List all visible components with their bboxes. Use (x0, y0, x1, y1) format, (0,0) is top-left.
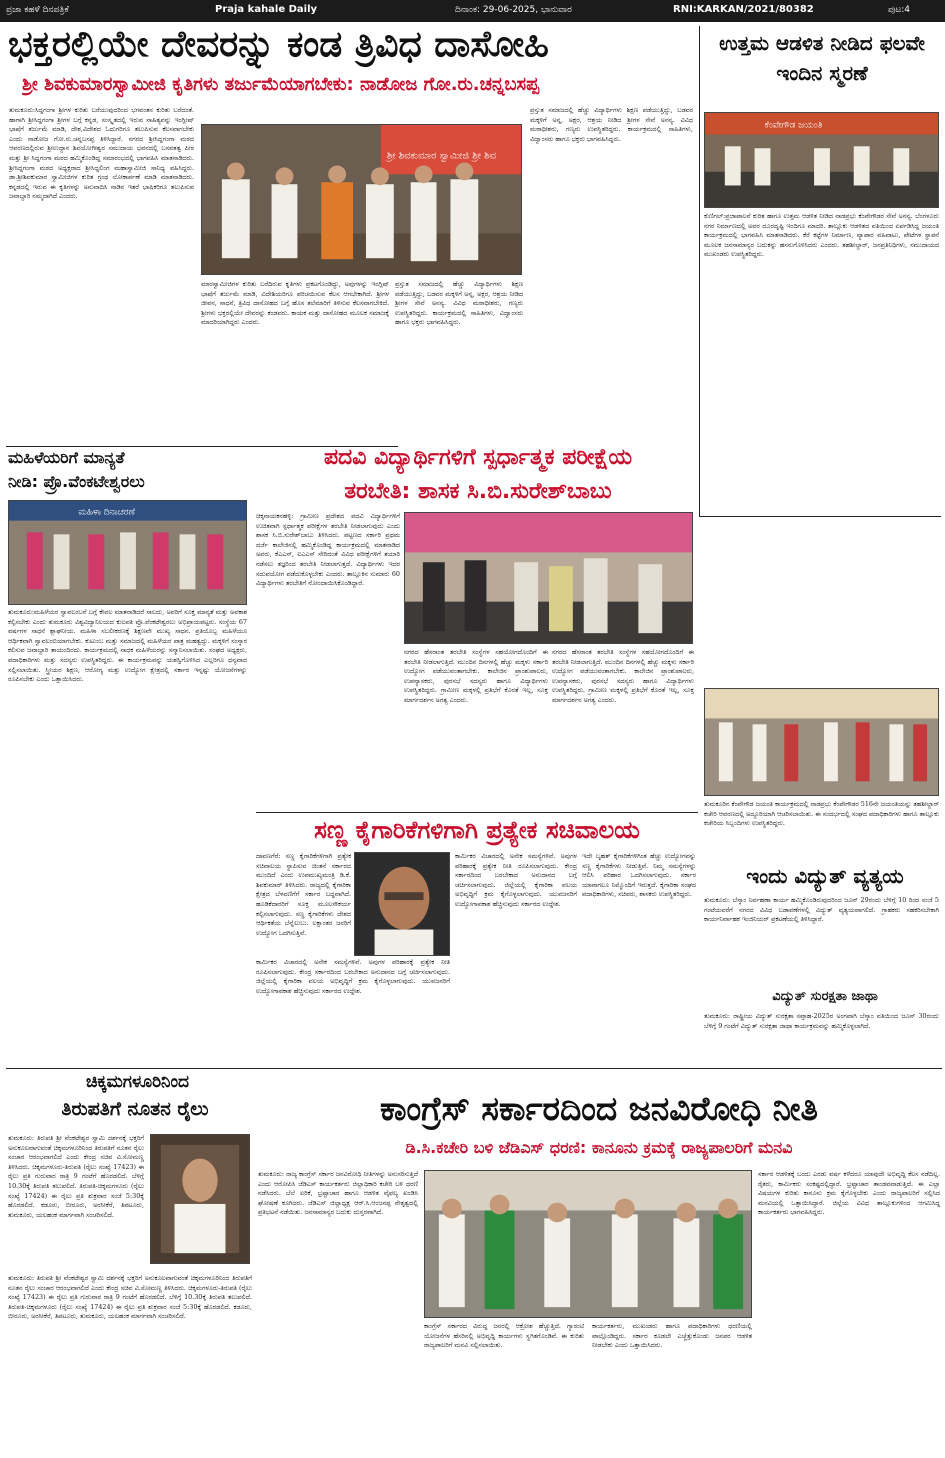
story4-body-left: ಚಿಕ್ಕನಾಯಕನಹಳ್ಳಿ: ಗ್ರಾಮೀಣ ಪ್ರದೇಶದ ಪದವಿ ವಿದ್ಯಾರ್ಥಿಗಳಿಗೆ ಉಚಿತವಾಗಿ ಸ್ಪರ್ಧಾತ್ಮಕ ಪರೀಕ್ಷೆಗಳ ತರಬೇತಿ ನೀಡಲಾಗುವುದು ಎಂದು ಶಾಸಕ ಸಿ.ಬಿ.ಸುರೇಶ್‌ಬಾಬು ತಿಳಿಸಿದರು. ಪಟ್ಟಣದ ಸರ್ಕಾರಿ ಪ್ರಥಮ ದರ್ಜೆ ಕಾಲೇಜಿನಲ್ಲಿ ಹಮ್ಮಿಕೊಂಡಿದ್ದ ಕಾರ್ಯಕ್ರಮದಲ್ಲಿ ಮಾತನಾಡಿದ ಅವರು, ಕೆಎಎಸ್, ಐಎಎಸ್ ಸೇರಿದಂತೆ ವಿವಿಧ ಪರೀಕ್ಷೆಗಳಿಗೆ ತಯಾರಿ ನಡೆಸಲು ತಜ್ಞರಿಂದ ತರಬೇತಿ ನೀಡಲಾಗುತ್ತದೆ. ವಿದ್ಯಾರ್ಥಿಗಳು ಇದರ ಸದುಪಯೋಗ ಪಡೆದುಕೊಳ್ಳಬೇಕು ಎಂದರು. ತಾಲ್ಲೂಕಿನ ಸುಮಾರು 60 ವಿದ್ಯಾರ್ಥಿಗಳು ತರಬೇತಿಗೆ ನೋಂದಾಯಿಸಿಕೊಂಡಿದ್ದಾರೆ. (256, 512, 400, 588)
story8-body-top: ತುಮಕೂರು: ತಿರುಪತಿ ಶ್ರೀ ವೆಂಕಟೇಶ್ವರ ಸ್ವಾಮಿ ದರ್ಶನಕ್ಕೆ ಭಕ್ತರಿಗೆ ಅನುಕೂಲವಾಗುವಂತೆ ಚಿಕ್ಕಮಗಳೂರಿನಿಂದ ತಿರುಪತಿಗೆ ನೂತನ ರೈಲು ಸಂಚಾರ ಆರಂಭವಾಗಲಿದೆ ಎಂದು ಕೇಂದ್ರ ಸಚಿವ ವಿ.ಸೋಮಣ್ಣ ತಿಳಿಸಿದರು. ಚಿಕ್ಕಮಗಳೂರು-ತಿರುಪತಿ (ರೈಲು ಸಂಖ್ಯೆ 17423) ಈ ರೈಲು ಪ್ರತಿ ಗುರುವಾರ ರಾತ್ರಿ 9 ಗಂಟೆಗೆ ಹೊರಡಲಿದೆ. ಬೆಳಿಗ್ಗೆ 10.30ಕ್ಕೆ ತಿರುಪತಿ ತಲುಪಲಿದೆ. ತಿರುಪತಿ-ಚಿಕ್ಕಮಗಳೂರು (ರೈಲು ಸಂಖ್ಯೆ 17424) ಈ ರೈಲು ಪ್ರತಿ ಶುಕ್ರವಾರ ಸಂಜೆ 5:30ಕ್ಕೆ ಹೊರಡಲಿದೆ. ಕಡೂರು, ಬೀರೂರು, ಅರಸೀಕೆರೆ, ತಿಪಟೂರು, ತುಮಕೂರು, ಯಲಹಂಕ ಮಾರ್ಗವಾಗಿ ಸಂಚರಿಸಲಿದೆ. (8, 1134, 144, 1219)
story4-headline-line1: ಪದವಿ ವಿದ್ಯಾರ್ಥಿಗಳಿಗೆ ಸ್ಪರ್ಧಾತ್ಮಕ ಪರೀಕ್ಷೆಯ (323, 446, 633, 470)
story1-body-mid2: ಪ್ರಸ್ತುತ ಸಮಾಜದಲ್ಲಿ ಹೆಚ್ಚು ವಿದ್ಯಾರ್ಥಿಗಳು ಶಿಕ್ಷಣ ಪಡೆಯುತ್ತಿದ್ದು, ಬಡವರ ಮಕ್ಕಳಿಗೆ ಅನ್ನ, ಅಕ್ಷರ, ಆಶ್ರಯ ನೀಡಿದ ಶ್ರೀಗಳ ಸೇವೆ ಅನನ್ಯ. ವಿವಿಧ ಮಠಾಧೀಶರು, ಗಣ್ಯರು ಉಪಸ್ಥಿತರಿದ್ದರು. ಕಾರ್ಯಕ್ರಮದಲ್ಲಿ ಸಾಹಿತಿಗಳು, ವಿದ್ವಾಂಸರು ಹಾಗೂ ಭಕ್ತರು ಭಾಗವಹಿಸಿದ್ದರು. (395, 280, 523, 327)
section-rule (256, 812, 698, 813)
story1-body-right: ಪ್ರಸ್ತುತ ಸಮಾಜದಲ್ಲಿ ಹೆಚ್ಚು ವಿದ್ಯಾರ್ಥಿಗಳು ಶಿಕ್ಷಣ ಪಡೆಯುತ್ತಿದ್ದು, ಬಡವರ ಮಕ್ಕಳಿಗೆ ಅನ್ನ, ಅಕ್ಷರ, ಆಶ್ರಯ ನೀಡಿದ ಶ್ರೀಗಳ ಸೇವೆ ಅನನ್ಯ. ವಿವಿಧ ಮಠಾಧೀಶರು, ಗಣ್ಯರು ಉಪಸ್ಥಿತರಿದ್ದರು. ಕಾರ್ಯಕ್ರಮದಲ್ಲಿ ಸಾಹಿತಿಗಳು, ವಿದ್ವಾಂಸರು ಹಾಗೂ ಭಕ್ತರು ಭಾಗವಹಿಸಿದ್ದರು. (530, 106, 693, 143)
story7-body-mid: ಕಾರ್ಮಿಕರ ವಿಚಾರದಲ್ಲಿ ಅನೇಕ ಸಮಸ್ಯೆಗಳಿವೆ. ಅವುಗಳ ಪರಿಹಾರಕ್ಕೆ ಪ್ರತ್ಯೇಕ ನೀತಿ ರೂಪಿಸಲಾಗುವುದು. ಕೇಂದ್ರ ಸರ್ಕಾರದಿಂದ ಬರಬೇಕಾದ ಅನುದಾನದ ಬಗ್ಗೆ ಚರ್ಚಿಸಲಾಗುವುದು. ಜಿಲ್ಲೆಯಲ್ಲಿ ಕೈಗಾರಿಕಾ ವಲಯ ಅಭಿವೃದ್ಧಿಗೆ ಕ್ರಮ ಕೈಗೊಳ್ಳಲಾಗುವುದು. ಯುವಜನರಿಗೆ ಉದ್ಯೋಗಾವಕಾಶ ಹೆಚ್ಚಿಸುವುದು ಸರ್ಕಾರದ ಉದ್ದೇಶ. (455, 852, 577, 908)
story9-body-left: ತುಮಕೂರು: ರಾಜ್ಯ ಕಾಂಗ್ರೆಸ್ ಸರ್ಕಾರ ಜನವಿರೋಧಿ ನೀತಿಗಳನ್ನು ಅನುಸರಿಸುತ್ತಿದೆ ಎಂದು ಆರೋಪಿಸಿ ಜೆಡಿಎಸ್ ಕಾರ್ಯಕರ್ತರು ಜಿಲ್ಲಾಧಿಕಾರಿ ಕಚೇರಿ ಬಳಿ ಧರಣಿ ನಡೆಸಿದರು. ಬೆಲೆ ಏರಿಕೆ, ಭ್ರಷ್ಟಾಚಾರ ಹಾಗೂ ಆಡಳಿತ ವೈಫಲ್ಯ ಖಂಡಿಸಿ ಘೋಷಣೆ ಕೂಗಿದರು. ಜೆಡಿಎಸ್ ಜಿಲ್ಲಾಧ್ಯಕ್ಷ ಆರ್.ಸಿ.ಆಂಜನಪ್ಪ ನೇತೃತ್ವದಲ್ಲಿ ಪ್ರತಿಭಟನೆ ನಡೆಯಿತು. ಜನಸಾಮಾನ್ಯರ ಬದುಕು ದುಸ್ತರವಾಗಿದೆ. (258, 1170, 418, 1217)
story8-body: ತುಮಕೂರು: ತಿರುಪತಿ ಶ್ರೀ ವೆಂಕಟೇಶ್ವರ ಸ್ವಾಮಿ ದರ್ಶನಕ್ಕೆ ಭಕ್ತರಿಗೆ ಅನುಕೂಲವಾಗುವಂತೆ ಚಿಕ್ಕಮಗಳೂರಿನಿಂದ ತಿರುಪತಿಗೆ ನೂತನ ರೈಲು ಸಂಚಾರ ಆರಂಭವಾಗಲಿದೆ ಎಂದು ಕೇಂದ್ರ ಸಚಿವ ವಿ.ಸೋಮಣ್ಣ ತಿಳಿಸಿದರು. ಚಿಕ್ಕಮಗಳೂರು-ತಿರುಪತಿ (ರೈಲು ಸಂಖ್ಯೆ 17423) ಈ ರೈಲು ಪ್ರತಿ ಗುರುವಾರ ರಾತ್ರಿ 9 ಗಂಟೆಗೆ ಹೊರಡಲಿದೆ. ಬೆಳಿಗ್ಗೆ 10.30ಕ್ಕೆ ತಿರುಪತಿ ತಲುಪಲಿದೆ. ತಿರುಪತಿ-ಚಿಕ್ಕಮಗಳೂರು (ರೈಲು ಸಂಖ್ಯೆ 17424) ಈ ರೈಲು ಪ್ರತಿ ಶುಕ್ರವಾರ ಸಂಜೆ 5:30ಕ್ಕೆ ಹೊರಡಲಿದೆ. ಕಡೂರು, ಬೀರೂರು, ಅರಸೀಕೆರೆ, ತಿಪಟೂರು, ತುಮಕೂರು, ಯಲಹಂಕ ಮಾರ್ಗವಾಗಿ ಸಂಚರಿಸಲಿದೆ. (8, 1274, 252, 1321)
story6-body2: ತುಮಕೂರು: ರಾಷ್ಟ್ರೀಯ ವಿದ್ಯುತ್ ಸುರಕ್ಷತಾ ಸಪ್ತಾಹ-2025ರ ಅಂಗವಾಗಿ ಬೆಸ್ಕಾಂ ವತಿಯಿಂದ ಜೂನ್ 30ರಂದು ಬೆಳಿಗ್ಗೆ 9 ಗಂಟೆಗೆ ವಿದ್ಯುತ್ ಸುರಕ್ಷತಾ ಜಾಥಾ ಕಾರ್ಯಕ್ರಮವನ್ನು ಹಮ್ಮಿಕೊಳ್ಳಲಾಗಿದೆ. (704, 1012, 939, 1030)
story1-body-mid: ಮಾರಸ್ವಾಮೀಜಿಗಳ ಕುರಿತು ಬರೆದಿರುವ ಕೃತಿಗಳು ಪ್ರಕಟಗೊಂಡಿದ್ದು, ಅವುಗಳನ್ನು ಇಂಗ್ಲಿಷ್ ಭಾಷೆಗೆ ತರ್ಜುಮೆ ಮಾಡಿ, ವಿದೇಶಿಯರಿಗೂ ಪರಿಚಯಿಸುವ ಕೆಲಸ ಆಗಬೇಕಾಗಿದೆ. ಶ್ರೀಗಳ ಜೀವನ, ಸಾಧನೆ, ತ್ರಿವಿಧ ದಾಸೋಹದ ಬಗ್ಗೆ ಹೊಸ ತಲೆಮಾರಿಗೆ ತಿಳಿಸುವ ಕೆಲಸವಾಗಬೇಕಿದೆ. ಶ್ರೀಗಳು ಭಕ್ತರಲ್ಲಿಯೇ ದೇವರನ್ನು ಕಂಡವರು. ಕಾಯಕ ಮತ್ತು ದಾಸೋಹದ ಮೂಲಕ ಸಮಾಜಕ್ಕೆ ಮಾದರಿಯಾಗಿದ್ದರು ಎಂದರು. (201, 280, 389, 327)
story9-subhead: ಡಿ.ಸಿ.ಕಚೇರಿ ಬಳಿ ಜೆಡಿಎಸ್ ಧರಣಿ: ಕಾನೂನು ಕ್ರಮಕ್ಕೆ ರಾಜ್ಯಪಾಲರಿಗೆ ಮನವಿ (405, 1140, 793, 1157)
column-divider (699, 26, 700, 516)
story4-body-right: ನಗರದ ಹೆಸರಾಂತ ತರಬೇತಿ ಸಂಸ್ಥೆಗಳ ಸಹಯೋಗದೊಂದಿಗೆ ಈ ತರಬೇತಿ ನೀಡಲಾಗುತ್ತಿದೆ. ಮುಂದಿನ ದಿನಗಳಲ್ಲಿ ಹೆಚ್ಚು ಮಕ್ಕಳು ಸರ್ಕಾರಿ ಉದ್ಯೋಗ ಪಡೆಯುವಂತಾಗಬೇಕು. ಕಾಲೇಜಿನ ಪ್ರಾಂಶುಪಾಲರು, ಉಪನ್ಯಾಸಕರು, ಪುರಸಭೆ ಸದಸ್ಯರು ಹಾಗೂ ವಿದ್ಯಾರ್ಥಿಗಳು ಉಪಸ್ಥಿತರಿದ್ದರು. ಗ್ರಾಮೀಣ ಮಕ್ಕಳಲ್ಲಿ ಪ್ರತಿಭೆಗೆ ಕೊರತೆ ಇಲ್ಲ, ಸೂಕ್ತ ಮಾರ್ಗದರ್ಶನ ಅಗತ್ಯ ಎಂದರು. (552, 648, 694, 704)
section-rule (6, 1068, 942, 1069)
story7-photo (354, 852, 450, 956)
masthead-left: ಪ್ರಜಾ ಕಹಳೆ ದಿನಪತ್ರಿಕೆ (6, 5, 69, 15)
section-rule (699, 516, 941, 517)
story1-headline: ಭಕ್ತರಲ್ಲಿಯೇ ದೇವರನ್ನು ಕಂಡ ತ್ರಿವಿಧ ದಾಸೋಹಿ (8, 26, 549, 65)
story4-body-mid: ನಗರದ ಹೆಸರಾಂತ ತರಬೇತಿ ಸಂಸ್ಥೆಗಳ ಸಹಯೋಗದೊಂದಿಗೆ ಈ ತರಬೇತಿ ನೀಡಲಾಗುತ್ತಿದೆ. ಮುಂದಿನ ದಿನಗಳಲ್ಲಿ ಹೆಚ್ಚು ಮಕ್ಕಳು ಸರ್ಕಾರಿ ಉದ್ಯೋಗ ಪಡೆಯುವಂತಾಗಬೇಕು. ಕಾಲೇಜಿನ ಪ್ರಾಂಶುಪಾಲರು, ಉಪನ್ಯಾಸಕರು, ಪುರಸಭೆ ಸದಸ್ಯರು ಹಾಗೂ ವಿದ್ಯಾರ್ಥಿಗಳು ಉಪಸ್ಥಿತರಿದ್ದರು. ಗ್ರಾಮೀಣ ಮಕ್ಕಳಲ್ಲಿ ಪ್ರತಿಭೆಗೆ ಕೊರತೆ ಇಲ್ಲ, ಸೂಕ್ತ ಮಾರ್ಗದರ್ಶನ ಅಗತ್ಯ ಎಂದರು. (404, 648, 548, 704)
story6-body: ತುಮಕೂರು: ಬೆಸ್ಕಾಂ ನಿರ್ವಹಣಾ ಕಾರ್ಯ ಹಮ್ಮಿಕೊಂಡಿರುವುದರಿಂದ ಜೂನ್ 29ರಂದು ಬೆಳಿಗ್ಗೆ 10 ರಿಂದ ಸಂಜೆ 5 ಗಂಟೆಯವರೆಗೆ ನಗರದ ವಿವಿಧ ಬಡಾವಣೆಗಳಲ್ಲಿ ವಿದ್ಯುತ್ ವ್ಯತ್ಯಯವಾಗಲಿದೆ. ಗ್ರಾಹಕರು ಸಹಕರಿಸಬೇಕಾಗಿ ಕಾರ್ಯನಿರ್ವಾಹಕ ಇಂಜಿನಿಯರ್ ಪ್ರಕಟಣೆಯಲ್ಲಿ ತಿಳಿಸಿದ್ದಾರೆ. (704, 896, 939, 924)
story3-body: ತುಮಕೂರು:ಮಹಿಳೆಯರ ಸ್ವಾವಲಂಬನೆ ಬಗ್ಗೆ ಕೇವಲ ಮಾತನಾಡಿದರೆ ಸಾಲದು, ಅವರಿಗೆ ಸೂಕ್ತ ಮಾನ್ಯತೆ ಮತ್ತು ಅವಕಾಶ ಕಲ್ಪಿಸಬೇಕು ಎಂದು ತುಮಕೂರು ವಿಶ್ವವಿದ್ಯಾನಿಲಯದ ಕುಲಪತಿ ಪ್ರೊ.ವೆಂಕಟೇಶ್ವರಲು ಅಭಿಪ್ರಾಯಪಟ್ಟರು. ಸಂಸ್ಥೆಯ 67 ವರ್ಷಗಳ ಸಾಧನೆ ಶ್ಲಾಘನೀಯ. ಮಹಿಳಾ ಸಬಲೀಕರಣಕ್ಕೆ ಶಿಕ್ಷಣವೇ ಮುಖ್ಯ ಸಾಧನ. ಪ್ರತಿಯೊಬ್ಬ ಮಹಿಳೆಯೂ ಆರ್ಥಿಕವಾಗಿ ಸ್ವಾವಲಂಬಿಯಾಗಬೇಕು. ಕುಟುಂಬ ಮತ್ತು ಸಮಾಜದಲ್ಲಿ ಮಹಿಳೆಯರ ಪಾತ್ರ ಮಹತ್ವದ್ದು. ಮಕ್ಕಳಿಗೆ ಸಂಸ್ಕಾರ ಕಲಿಸುವ ಜವಾಬ್ದಾರಿ ತಾಯಂದಿರದು. ಕಾರ್ಯಕ್ರಮದಲ್ಲಿ ಸಾಧಕ ಮಹಿಳೆಯರನ್ನು ಸನ್ಮಾನಿಸಲಾಯಿತು. ಸಂಘದ ಅಧ್ಯಕ್ಷರು, ಪದಾಧಿಕಾರಿಗಳು ಮತ್ತು ಸದಸ್ಯರು ಉಪಸ್ಥಿತರಿದ್ದರು. ಈ ಕಾರ್ಯಕ್ರಮವನ್ನು ಯಶಸ್ವಿಗೊಳಿಸಿದ ಎಲ್ಲರಿಗೂ ಧನ್ಯವಾದ ಸಲ್ಲಿಸಲಾಯಿತು. ಸ್ತ್ರೀಯರ ಶಿಕ್ಷಣ, ಆರೋಗ್ಯ ಮತ್ತು ಉದ್ಯೋಗ ಕ್ಷೇತ್ರದಲ್ಲಿ ಸರ್ಕಾರ ಇನ್ನಷ್ಟು ಯೋಜನೆಗಳನ್ನು ರೂಪಿಸಬೇಕು ಎಂದು ಒತ್ತಾಯಿಸಿದರು. (8, 608, 247, 684)
issue-date: ದಿನಾಂಕ: 29-06-2025, ಭಾನುವಾರ (455, 5, 572, 15)
story5-body: ತುಮಕೂರಿನ ಕೆಂಪೇಗೌಡ ಜಯಂತಿ ಕಾರ್ಯಕ್ರಮದಲ್ಲಿ ನಾಡಪ್ರಭು ಕೆಂಪೇಗೌಡರ 516ನೇ ಜಯಂತಿಯನ್ನು ತಹಶೀಲ್ದಾರ್ ಕಚೇರಿ ಆವರಣದಲ್ಲಿ ಅದ್ದೂರಿಯಾಗಿ ಆಚರಿಸಲಾಯಿತು. ಈ ಸಂದರ್ಭದಲ್ಲಿ ಸಂಘದ ಪದಾಧಿಕಾರಿಗಳು ಹಾಗೂ ತಾಲ್ಲೂಕು ಕಚೇರಿಯ ಸಿಬ್ಬಂದಿಗಳು ಉಪಸ್ಥಿತರಿದ್ದರು. (704, 800, 939, 828)
story1-subhead: ಶ್ರೀ ಶಿವಕುಮಾರಸ್ವಾಮೀಜಿ ಕೃತಿಗಳು ತರ್ಜುಮೆಯಾಗಬೇಕು: ನಾಡೋಜ ಗೋ.ರು.ಚನ್ನಬಸಪ್ಪ (22, 76, 540, 95)
story2-banner-text: ಕೆಂಪೇಗೌಡ ಜಯಂತಿ (764, 120, 823, 131)
story1-banner-text: ಶ್ರೀ ಶಿವಕುಮಾರ ಸ್ವಾಮೀಜಿ ಶ್ರೀ ಶಿವ (386, 150, 496, 162)
story7-body-left: ದಾವಣಗೆರೆ: ಸಣ್ಣ ಕೈಗಾರಿಕೆಗಳಿಗಾಗಿ ಪ್ರತ್ಯೇಕ ಸಚಿವಾಲಯ ಸ್ಥಾಪಿಸುವ ಚಿಂತನೆ ಸರ್ಕಾರದ ಮುಂದಿದೆ ಎಂದು ಉಪಮುಖ್ಯಮಂತ್ರಿ ಡಿ.ಕೆ. ಶಿವಕುಮಾರ್ ತಿಳಿಸಿದರು. ರಾಜ್ಯದಲ್ಲಿ ಕೈಗಾರಿಕಾ ಕ್ಷೇತ್ರದ ಬೆಳವಣಿಗೆಗೆ ಸರ್ಕಾರ ಬದ್ಧವಾಗಿದೆ. ಹೂಡಿಕೆದಾರರಿಗೆ ಸೂಕ್ತ ಮೂಲಸೌಕರ್ಯ ಕಲ್ಪಿಸಲಾಗುವುದು. ಸಣ್ಣ ಕೈಗಾರಿಕೆಗಳು ದೇಶದ ಆರ್ಥಿಕತೆಯ ಬೆನ್ನೆಲುಬು. ಲಕ್ಷಾಂತರ ಜನರಿಗೆ ಉದ್ಯೋಗ ಒದಗಿಸುತ್ತಿವೆ. (256, 852, 351, 937)
story3-banner-text: ಮಹಿಳಾ ದಿನಾಚರಣೆ (78, 507, 135, 518)
story7-headline: ಸಣ್ಣ ಕೈಗಾರಿಕೆಗಳಿಗಾಗಿ ಪ್ರತ್ಯೇಕ ಸಚಿವಾಲಯ (314, 818, 640, 844)
story4-photo (404, 512, 693, 644)
story2-body: ಕುಣಿಗಲ್:ಪ್ರಜಾಪಾಲನೆ ಕುರಿತ ಹಾಗೂ ಉತ್ತಮ ಆಡಳಿತ ನೀಡಿದ ನಾಡಪ್ರಭು ಕೆಂಪೇಗೌಡರ ಸೇವೆ ಅನನ್ಯ. ಬೆಂಗಳೂರು ನಗರ ನಿರ್ಮಾಣದಲ್ಲಿ ಅವರ ದೂರದೃಷ್ಟಿ ಇಂದಿಗೂ ಮಾದರಿ. ತಾಲ್ಲೂಕು ಆಡಳಿತದ ವತಿಯಿಂದ ಏರ್ಪಡಿಸಿದ್ದ ಜಯಂತಿ ಕಾರ್ಯಕ್ರಮದಲ್ಲಿ ಭಾಗವಹಿಸಿ ಮಾತನಾಡಿದರು. ಕೆರೆ ಕಟ್ಟೆಗಳ ನಿರ್ಮಾಣ, ವ್ಯಾಪಾರ ವಹಿವಾಟು, ಪೇಟೆಗಳ ಸ್ಥಾಪನೆ ಮೂಲಕ ಜನಸಾಮಾನ್ಯರ ಬದುಕನ್ನು ಹಸನುಗೊಳಿಸಿದರು ಎಂದರು. ತಹಶೀಲ್ದಾರ್, ಜನಪ್ರತಿನಿಧಿಗಳು, ಸಮುದಾಯದ ಮುಖಂಡರು ಉಪಸ್ಥಿತರಿದ್ದರು. (704, 212, 939, 259)
story6-headline: ಇಂದು ವಿದ್ಯುತ್ ವ್ಯತ್ಯಯ (746, 866, 904, 888)
story1-photo (201, 124, 522, 275)
story5-photo (704, 688, 939, 796)
story1-body-left: ತುಮಕೂರು:ಸಿದ್ದಗಂಗಾ ಶ್ರೀಗಳ ಕುರಿತು ಬರೆಯುವುದರಿಂದ ಭಗವಂತನ ಕುರಿತು ಬರೆದಂತೆ. ಹಾಗಾಗಿ ಶ್ರೀಸಿದ್ದಗಂಗಾ ಶ್ರೀಗಳ ಬಗ್ಗೆ ಕನ್ನಡ, ಸಂಸ್ಕೃತದಲ್ಲಿ ಇರುವ ಸಾಹಿತ್ಯವನ್ನು ಇಂಗ್ಲೀಷ್ ಭಾಷೆಗೆ ತರ್ಜುಮೆ ಮಾಡಿ, ದೇಶ,ವಿದೇಶದ ಓದುಗರಿಗೂ ತಲುಪಿಸುವ ಕೆಲಸವಾಗಬೇಕು ಎಂದು ನಾಡೋಜ ಗೋ.ರು.ಚನ್ನಬಸಪ್ಪ ತಿಳಿಸಿದ್ದಾರೆ. ನಗರದ ಶ್ರೀಸಿದ್ದಗಂಗಾ ಮಠದ ಆವರಣದಲ್ಲಿರುವ ಶ್ರೀಉದ್ದಾನ ಶಿವಯೋಗೀಶ್ವರ ಸಮುದಾಯ ಭವನದಲ್ಲಿ ಬಸವತತ್ವ ಪೀಠ ಮತ್ತು ಶ್ರೀ ಸಿದ್ದಗಂಗಾ ಮಠದ ಹಮ್ಮಿಕೊಂಡಿದ್ದ ಸಮಾರಂಭದಲ್ಲಿ ಭಾಗವಹಿಸಿ ಮಾತನಾಡಿದರು. ಶ್ರೀಸಿದ್ದಗಂಗಾ ಮಠದ ಅಧ್ಯಕ್ಷರಾದ ಶ್ರೀಸಿದ್ದಲಿಂಗ ಮಹಾಸ್ವಾಮೀಜಿ ಸಾನಿಧ್ಯ ವಹಿಸಿದ್ದರು. ಡಾ.ಶ್ರೀಶಿವಕುಮಾರ ಸ್ವಾಮೀಜಿಗಳ ಕುರಿತ ಗ್ರಂಥ ಲೋಕಾರ್ಪಣೆ ಮಾಡಿ ಮಾತನಾಡಿದರು. ಕನ್ನಡದಲ್ಲಿ ಇರುವ ಈ ಕೃತಿಗಳನ್ನು ಅನುವಾದಿಸಿ ನಾಡಿನ ಇತರೆ ಭಾಷಿಕರಿಗೂ ತಲುಪಿಸುವ ಜವಾಬ್ದಾರಿ ನಮ್ಮದಾಗಿದೆ ಎಂದರು. (9, 106, 194, 201)
story2-headline: ಉತ್ತಮ ಆಡಳಿತ ನೀಡಿದ ಫಲವೇ ಇಂದಿನ ಸ್ಮರಣೆ (719, 31, 925, 85)
story9-body-mid: ಕಾಂಗ್ರೆಸ್ ಸರ್ಕಾರದ ವಿರುದ್ಧ ಜನರಲ್ಲಿ ಆಕ್ರೋಶ ಹೆಚ್ಚುತ್ತಿದೆ. ಗ್ಯಾರಂಟಿ ಯೋಜನೆಗಳ ಹೆಸರಿನಲ್ಲಿ ಅಭಿವೃದ್ಧಿ ಕಾರ್ಯಗಳು ಸ್ಥಗಿತಗೊಂಡಿವೆ. ಈ ಕುರಿತು ರಾಜ್ಯಪಾಲರಿಗೆ ಮನವಿ ಸಲ್ಲಿಸಲಾಯಿತು. (424, 1322, 584, 1350)
rni-number: RNI:KARKAN/2021/80382 (673, 4, 814, 15)
masthead-bar (0, 0, 945, 22)
newspaper-name: Praja kahale Daily (215, 4, 318, 15)
story9-headline: ಕಾಂಗ್ರೆಸ್ ಸರ್ಕಾರದಿಂದ ಜನವಿರೋಧಿ ನೀತಿ (380, 1092, 818, 1128)
story2-photo (704, 112, 939, 208)
story8-headline-line2: ತಿರುಪತಿಗೆ ನೂತನ ರೈಲು (61, 1100, 209, 1120)
page-number: ಪುಟ:4 (888, 5, 910, 15)
story8-photo (150, 1134, 250, 1264)
story3-headline-line1: ಮಹಿಳೆಯರಿಗೆ ಮಾನ್ಯತೆ (8, 450, 125, 467)
story9-photo (424, 1170, 752, 1318)
story7-body-right: ಇದೇ ಬೃಹತ್ ಕೈಗಾರಿಕೆಗಳಿಗಿಂತ ಹೆಚ್ಚು ಉದ್ಯೋಗವನ್ನು ಸಣ್ಣ ಕೈಗಾರಿಕೆಗಳು ನೀಡುತ್ತಿವೆ. ನಿಮ್ಮ ಸಮಸ್ಯೆಗಳನ್ನು ಆಲಿಸಿ ಪರಿಹಾರ ಒದಗಿಸಲಾಗುವುದು. ಸರ್ಕಾರ ಯಾವಾಗಲೂ ನಿಮ್ಮೊಂದಿಗೆ ಇರುತ್ತದೆ. ಕೈಗಾರಿಕಾ ಸಂಘದ ಪದಾಧಿಕಾರಿಗಳು, ಸಚಿವರು, ಶಾಸಕರು ಉಪಸ್ಥಿತರಿದ್ದರು. (582, 852, 696, 899)
story3-photo (8, 500, 247, 605)
story9-body-right: ಕಾರ್ಯಕರ್ತರು, ಮುಖಂಡರು ಹಾಗೂ ಪದಾಧಿಕಾರಿಗಳು ಧರಣಿಯಲ್ಲಿ ಪಾಲ್ಗೊಂಡಿದ್ದರು. ಸರ್ಕಾರ ಕೂಡಲೇ ಎಚ್ಚೆತ್ತುಕೊಂಡು ಜನಪರ ಆಡಳಿತ ನೀಡಬೇಕು ಎಂದು ಒತ್ತಾಯಿಸಿದರು. (592, 1322, 752, 1350)
story4-headline-line2: ತರಬೇತಿ: ಶಾಸಕ ಸಿ.ಬಿ.ಸುರೇಶ್‌ಬಾಬು (344, 480, 612, 504)
story7-body-left2: ಕಾರ್ಮಿಕರ ವಿಚಾರದಲ್ಲಿ ಅನೇಕ ಸಮಸ್ಯೆಗಳಿವೆ. ಅವುಗಳ ಪರಿಹಾರಕ್ಕೆ ಪ್ರತ್ಯೇಕ ನೀತಿ ರೂಪಿಸಲಾಗುವುದು. ಕೇಂದ್ರ ಸರ್ಕಾರದಿಂದ ಬರಬೇಕಾದ ಅನುದಾನದ ಬಗ್ಗೆ ಚರ್ಚಿಸಲಾಗುವುದು. ಜಿಲ್ಲೆಯಲ್ಲಿ ಕೈಗಾರಿಕಾ ವಲಯ ಅಭಿವೃದ್ಧಿಗೆ ಕ್ರಮ ಕೈಗೊಳ್ಳಲಾಗುವುದು. ಯುವಜನರಿಗೆ ಉದ್ಯೋಗಾವಕಾಶ ಹೆಚ್ಚಿಸುವುದು ಸರ್ಕಾರದ ಉದ್ದೇಶ. (256, 958, 450, 995)
story8-headline-line1: ಚಿಕ್ಕಮಗಳೂರಿನಿಂದ (85, 1074, 190, 1092)
story9-body-far: ಸರ್ಕಾರ ಆಡಳಿತಕ್ಕೆ ಬಂದು ಎರಡು ವರ್ಷ ಕಳೆದರೂ ಯಾವುದೇ ಅಭಿವೃದ್ಧಿ ಕೆಲಸ ನಡೆದಿಲ್ಲ. ರೈತರು, ಕಾರ್ಮಿಕರು ಸಂಕಷ್ಟದಲ್ಲಿದ್ದಾರೆ. ಭ್ರಷ್ಟಾಚಾರ ತಾಂಡವವಾಡುತ್ತಿದೆ. ಈ ಎಲ್ಲಾ ವಿಷಯಗಳ ಕುರಿತು ಕಾನೂನು ಕ್ರಮ ಕೈಗೊಳ್ಳಬೇಕು ಎಂದು ರಾಜ್ಯಪಾಲರಿಗೆ ಸಲ್ಲಿಸಿದ ಮನವಿಯಲ್ಲಿ ಒತ್ತಾಯಿಸಿದ್ದಾರೆ. ಜಿಲ್ಲೆಯ ವಿವಿಧ ತಾಲ್ಲೂಕುಗಳಿಂದ ಆಗಮಿಸಿದ್ದ ಕಾರ್ಯಕರ್ತರು ಭಾಗವಹಿಸಿದ್ದರು. (758, 1170, 940, 1217)
story3-headline-line2: ನೀಡಿ: ಪ್ರೊ.ವೆಂಕಟೇಶ್ವರಲು (8, 474, 145, 491)
story6-subhead: ವಿದ್ಯುತ್ ಸುರಕ್ಷತಾ ಜಾಥಾ (772, 990, 878, 1004)
